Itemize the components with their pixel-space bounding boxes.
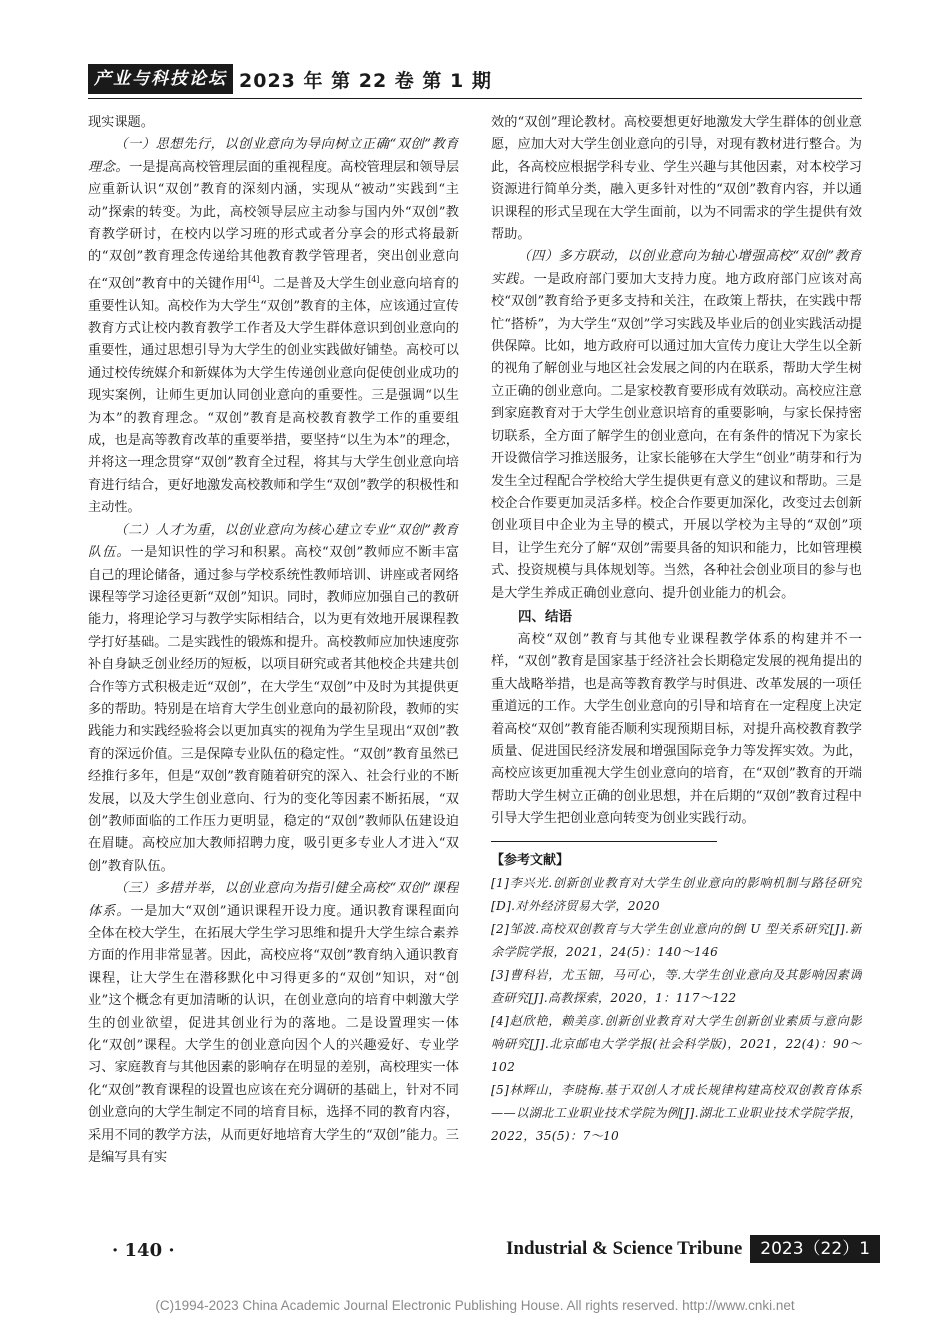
reference-item: [5]林辉山，李晓梅.基于双创人才成长规律构建高校双创教育体系——以湖北工业职业技术学院为例[J].湖北工业职业技术学院学报，2022，35(5)：7～10 [491, 1082, 862, 1143]
running-header [88, 64, 492, 94]
paragraph-text: 一是知识性的学习和积累。高校“双创”教师应不断丰富自己的理论储备，通过参与学校系统性教师培训、讲座或者网络课程等学习途径更新“双创”知识。同时，教师应加强自己的教研能力，将理论学习与教学实际相结合，以为更有效地开展课程教学打好基础。二是实践性的锻炼和提升。高校教师应加快速度弥补自身缺乏创业经历的短板，以项目研究或者其他校企共建共创合作等方式积极走近“双创”，在大学生“双创”中及时为其提供更多的帮助。特别是在培育大学生创业意向的最初阶段，教师的实践能力和实践经验将会以更加真实的视角为学生呈现出“双创”教育的深远价值。三是保障专业队伍的稳定性。“双创”教育虽然已经推行多年，但是“双创”教育随着研究的深入、社会行业的不断发展，以及大学生创业意向、行为的变化等因素不断拓展，“双创”教师面临的工作压力更明显，稳定的“双创”教师队伍建设迫在眉睫。高校应加大教师招聘力度，吸引更多专业人才进入“双创”教育队伍。 [88, 545, 459, 874]
paragraph-text: 。二是普及大学生创业意向培育的重要性认知。高校作为大学生“双创”教育的主体，应该通过宣传教育方式让校内教育教学工作者及大学生群体意识到创业意向的重要性，通过思想引导为大学生的创业实践做好铺垫。高校可以通过校传统媒介和新媒体为大学生传递创业意向促使创业成功的现实案例，让师生更加认同创业意向的重要性。三是强调“以生为本”的教育理念。“双创”教育是高校教育教学工作的重要组成，也是高等教育改革的重要举措，要坚持“以生为本”的理念，并将这一理念贯穿“双创”教育全过程，将其与大学生创业意向培育进行结合，更好地激发高校教师和学生“双创”教学的积极性和主动性。 [88, 276, 459, 516]
header-rule [88, 98, 862, 99]
citation[interactable]: [4] [248, 274, 260, 284]
paragraph-text: 一是提高高校管理层面的重视程度。高校管理层和领导层应重新认识“双创”教育的深刻内涵，实现从“被动”实践到“主动”探索的转变。为此，高校领导层应主动参与国内外“双创”教育教学研讨，在校内以学习班的形式或者分享会的形式将最新的“双创”教育理念传递给其他教育教学管理者，突出创业意向在“双创”教育中的关键作用 [88, 159, 459, 292]
subsection-heading: （一）思想先行，以创业意向为导向树立正确“双创”教育理念。 [88, 137, 459, 175]
reference-item: [2]邹波.高校双创教育与大学生创业意向的倒 U 型关系研究[J].新余学院学报，2021，24(5)：140～146 [491, 921, 862, 959]
paragraph: 效的“双创”理论教材。高校要想更好地激发大学生群体的创业意愿，应加大对大学生创业意向的引导，对现有教材进行整合。为此，各高校应根据学科专业、学生兴趣与其他因素，对本校学习资源进行简单分类，融入更多针对性的“双创”教育内容，并以通识课程的形式呈现在大学生面前，以为不同需求的学生提供有效帮助。 [491, 115, 862, 243]
subsection-heading: （四）多方联动，以创业意向为轴心增强高校“双创”教育实践。 [491, 249, 862, 287]
right-column [491, 112, 862, 1252]
paragraph: 高校“双创”教育与其他专业课程教学体系的构建并不一样，“双创”教育是国家基于经济社会长期稳定发展的视角提出的重大战略举措，也是高等教育教学与时俱进、改革发展的一项任重道远的工作。大学生创业意向的引导和培育在一定程度上决定着高校“双创”教育能否顺利实现预期目标，对提升高校教育教学质量、促进国民经济发展和增强国际竞争力等发挥实效。为此，高校应该更加重视大学生创业意向的培育，在“双创”教育的开端帮助大学生树立正确的创业思想，并在后期的“双创”教育过程中引导大学生把创业意向转变为创业实践行动。 [491, 631, 862, 827]
subsection-heading: （三）多措并举，以创业意向为指引健全高校“双创”课程体系。 [88, 881, 459, 919]
subsection-heading: （二）人才为重，以创业意向为核心建立专业“双创”教育队伍。 [88, 522, 459, 561]
paragraph [88, 520, 459, 879]
references-rule [491, 841, 717, 842]
journal-volume: 2023（22）1 [750, 1235, 880, 1263]
reference-item: [4]赵欣艳，赖美彦.创新创业教育对大学生创新创业素质与意向影响研究[J].北京邮电大学学报(社会科学版)，2021，22(4)：90～102 [491, 1013, 862, 1074]
copyright-notice: (C)1994-2023 China Academic Journal Electronic Publishing House. All rights reserved. http://www.cnki.net [155, 1298, 795, 1313]
page-number: · 140 · [112, 1240, 175, 1261]
paragraph-text: 一是加大“双创”通识课程开设力度。通识教育课程面向全体在校大学生，在拓展大学生学习思维和提升大学生综合素养方面的作用非常显著。因此，高校应将“双创”教育纳入通识教育课程，让大学生在潜移默化中习得更多的“双创”知识，对“创业”这个概念有更加清晰的认识，在创业意向的培育中刺激大学生的创业欲望，促进其创业行为的落地。二是设置理实一体化“双创”课程。大学生的创业意向因个人的兴趣爱好、专业学习、家庭教育与其他因素的影响存在明显的差别，高校理实一体化“双创”教育课程的设置也应该在充分调研的基础上，针对不同创业意向的大学生制定不同的培育目标，选择不同的教育内容，采用不同的教学方法，从而更好地培育大学生的“双创”能力。三是编写具有实 [88, 903, 459, 1166]
reference-item: [3]曹科岩，尤玉钿，马可心，等.大学生创业意向及其影响因素调查研究[J].高教探索，2020，1：117～122 [491, 967, 862, 1005]
paragraph [88, 878, 459, 1169]
reference-item: [1]李兴光.创新创业教育对大学生创业意向的影响机制与路径研究[D].对外经济贸易大学，2020 [491, 875, 862, 913]
journal-english-title: Industrial & Science Tribune [506, 1238, 743, 1259]
paragraph: 现实课题。 [88, 115, 154, 130]
paragraph-text: 一是政府部门要加大支持力度。地方政府部门应该对高校“双创”教育给予更多支持和关注，在政策上帮扶，在实践中帮忙“搭桥”，为大学生“双创”学习实践及毕业后的创业实践活动提供保障。比如，地方政府可以通过加大宣传力度让大学生以全新的视角了解创业与地区社会发展之间的内在联系，帮助大学生树立正确的创业意向。二是家校教育要形成有效联动。高校应注意到家庭教育对于大学生创业意识培育的重要影响，与家长保持密切联系，全方面了解学生的创业意向，在有条件的情况下为家长开设微信学习推送服务，让家长能够在大学生“创业”萌芽和行为发生全过程配合学校给大学生提供更有意义的建议和帮助。三是校企合作要更加灵活多样。校企合作要更加深化，改变过去创新创业项目中企业为主导的模式，开展以学校为主导的“双创”项目，让学生充分了解“双创”需要具备的知识和能力，比如管理模式、投资规模与具体规划等。当然，各种社会创业项目的参与也是大学生养成正确创业意向、提升创业能力的机会。 [491, 271, 862, 601]
paragraph [88, 134, 459, 519]
references-title: 【参考文献】 [491, 852, 570, 868]
issue-info: 2023 年 第 22 卷 第 1 期 [239, 69, 492, 92]
paragraph [491, 246, 862, 605]
footer-journal [506, 1235, 880, 1263]
journal-brand: 产业与科技论坛 [88, 64, 233, 94]
section-heading: 四、结语 [518, 608, 572, 625]
left-column [88, 112, 459, 1242]
